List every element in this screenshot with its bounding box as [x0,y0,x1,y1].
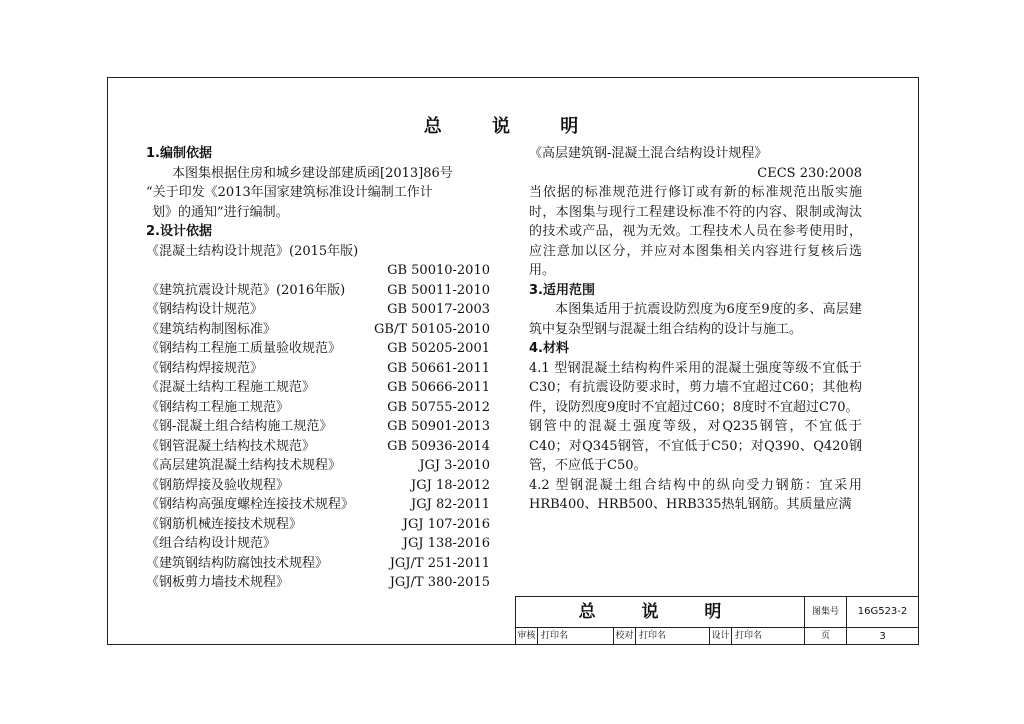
check-label: 校对 [614,628,636,645]
standard-row [146,534,490,554]
standard-first-code: GB 50010-2010 [387,263,490,278]
standard-row [146,359,490,379]
atlas-number: 16G523-2 [847,597,919,628]
standard-code: GB 50901-2013 [387,419,490,434]
standard-name: 《建筑抗震设计规范》(2016年版) [146,282,346,298]
standard-row [146,417,490,437]
standard-code: JGJ 18-2012 [411,477,490,493]
standard-code: GB 50661-2011 [387,360,490,376]
continued-standard-name: 《高层建筑钢-混凝土混合结构设计规程》 [529,146,768,161]
standard-code: GB 50936-2014 [387,438,490,454]
standard-name: 《钢管混凝土结构技术规范》 [146,438,316,454]
standard-name: 《钢结构设计规范》 [146,302,264,317]
standard-name: 《钢板剪力墙技术规程》 [146,575,290,590]
standard-name: 《建筑结构制图标准》 [146,321,277,337]
section-3-heading: 3.适用范围 [529,282,595,298]
standard-code: JGJ 3-2010 [419,458,490,473]
standard-code: JGJ/T 380-2015 [389,575,490,590]
standard-first-name: 《混凝土结构设计规范》(2015年版) [146,243,359,259]
standard-row [146,456,490,476]
review-label: 审核 [516,628,538,645]
material-4-2-paragraph: 4.2 型钢混凝土组合结构中的纵向受力钢筋：宜采用HRB400、HRB500、HRB335热轧钢筋。其质量应满 [529,477,862,512]
atlas-number-label: 图集号 [805,597,847,628]
page-title: 总 说 明 [423,116,601,137]
standard-name: 《钢结构高强度螺栓连接技术规程》 [146,497,355,512]
standard-name: 《高层建筑混凝土结构技术规程》 [146,458,342,473]
standard-name: 《钢结构焊接规范》 [146,360,264,376]
left-column [146,144,490,593]
standard-name: 《组合结构设计规范》 [146,536,277,551]
standard-row [146,320,490,340]
design-label: 设计 [710,628,732,645]
standard-name: 《钢结构工程施工规范》 [146,399,290,415]
right-column [529,144,862,515]
standard-name: 《混凝土结构工程施工规范》 [146,380,316,395]
page-number: 3 [847,628,919,645]
standard-name: 《钢筋机械连接技术规程》 [146,516,303,532]
standard-code: GB/T 50105-2010 [374,321,490,337]
standard-row [146,339,490,359]
s1-text-line-2: “关于印发《2013年国家建筑标准设计编制工作计 [146,185,433,200]
standard-code: GB 50666-2011 [387,380,490,395]
standard-row [146,476,490,496]
standard-code: GB 50017-2003 [387,302,490,317]
section-2-heading: 2.设计依据 [146,224,212,239]
standard-row [146,495,490,515]
standard-code: JGJ 138-2016 [402,536,490,551]
standard-code: JGJ/T 251-2011 [389,555,490,571]
standard-name: 《建筑钢结构防腐蚀技术规程》 [146,555,329,571]
standard-code: GB 50755-2012 [387,399,490,415]
standard-code: GB 50011-2010 [387,282,490,298]
standard-row [146,378,490,398]
standard-code: GB 50205-2001 [387,341,490,356]
s1-text-line-1: 本图集根据住房和城乡建设部建质函[2013]86号 [172,165,453,181]
standard-row [146,300,490,320]
standard-row [146,573,490,593]
s1-text-line-3: 划》的通知”进行编制。 [152,204,289,220]
section-4-heading: 4.材料 [529,341,569,356]
standard-code: JGJ 82-2011 [411,497,490,512]
standard-row [146,515,490,535]
standard-name: 《钢结构工程施工质量验收规范》 [146,341,342,356]
validity-paragraph: 当依据的标准规范进行修订或有新的标准规范出版实施时，本图集与现行工程建设标准不符的内容、限制或淘汰的技术或产品，视为无效。工程技术人员在参考使用时，应注意加以区分，并应对本图集相关内容进行复核后选用。 [529,185,862,278]
standard-row [146,281,490,301]
standard-code: JGJ 107-2016 [402,516,490,532]
material-4-1-paragraph: 4.1 型钢混凝土结构构件采用的混凝土强度等级不宜低于C30；有抗震设防要求时，剪力墙不宜超过C60；其他构件，设防烈度9度时不宜超过C60；8度时不宜超过C70。 [529,360,862,415]
review-name: 打印名 [538,628,614,645]
standard-name: 《钢-混凝土组合结构施工规范》 [146,419,333,434]
standards-list [146,281,490,593]
title-block [515,596,919,645]
design-name: 打印名 [732,628,805,645]
standard-row [146,554,490,574]
continued-standard-code: CECS 230:2008 [757,165,862,181]
standard-name: 《钢筋焊接及验收规程》 [146,477,290,493]
page-label: 页 [805,628,847,645]
title-block-title: 总 说 明 [516,597,805,628]
standard-row [146,398,490,418]
check-name: 打印名 [636,628,710,645]
section-1-heading: 1.编制依据 [146,146,212,161]
standard-row [146,437,490,457]
steel-tube-concrete-paragraph: 钢管中的混凝土强度等级，对Q235钢管，不宜低于C40；对Q345钢管，不宜低于C50；对Q390、Q420钢管，不应低于C50。 [529,419,862,473]
scope-paragraph: 本图集适用于抗震设防烈度为6度至9度的多、高层建筑中复杂型钢与混凝土组合结构的设计与施工。 [529,302,862,337]
